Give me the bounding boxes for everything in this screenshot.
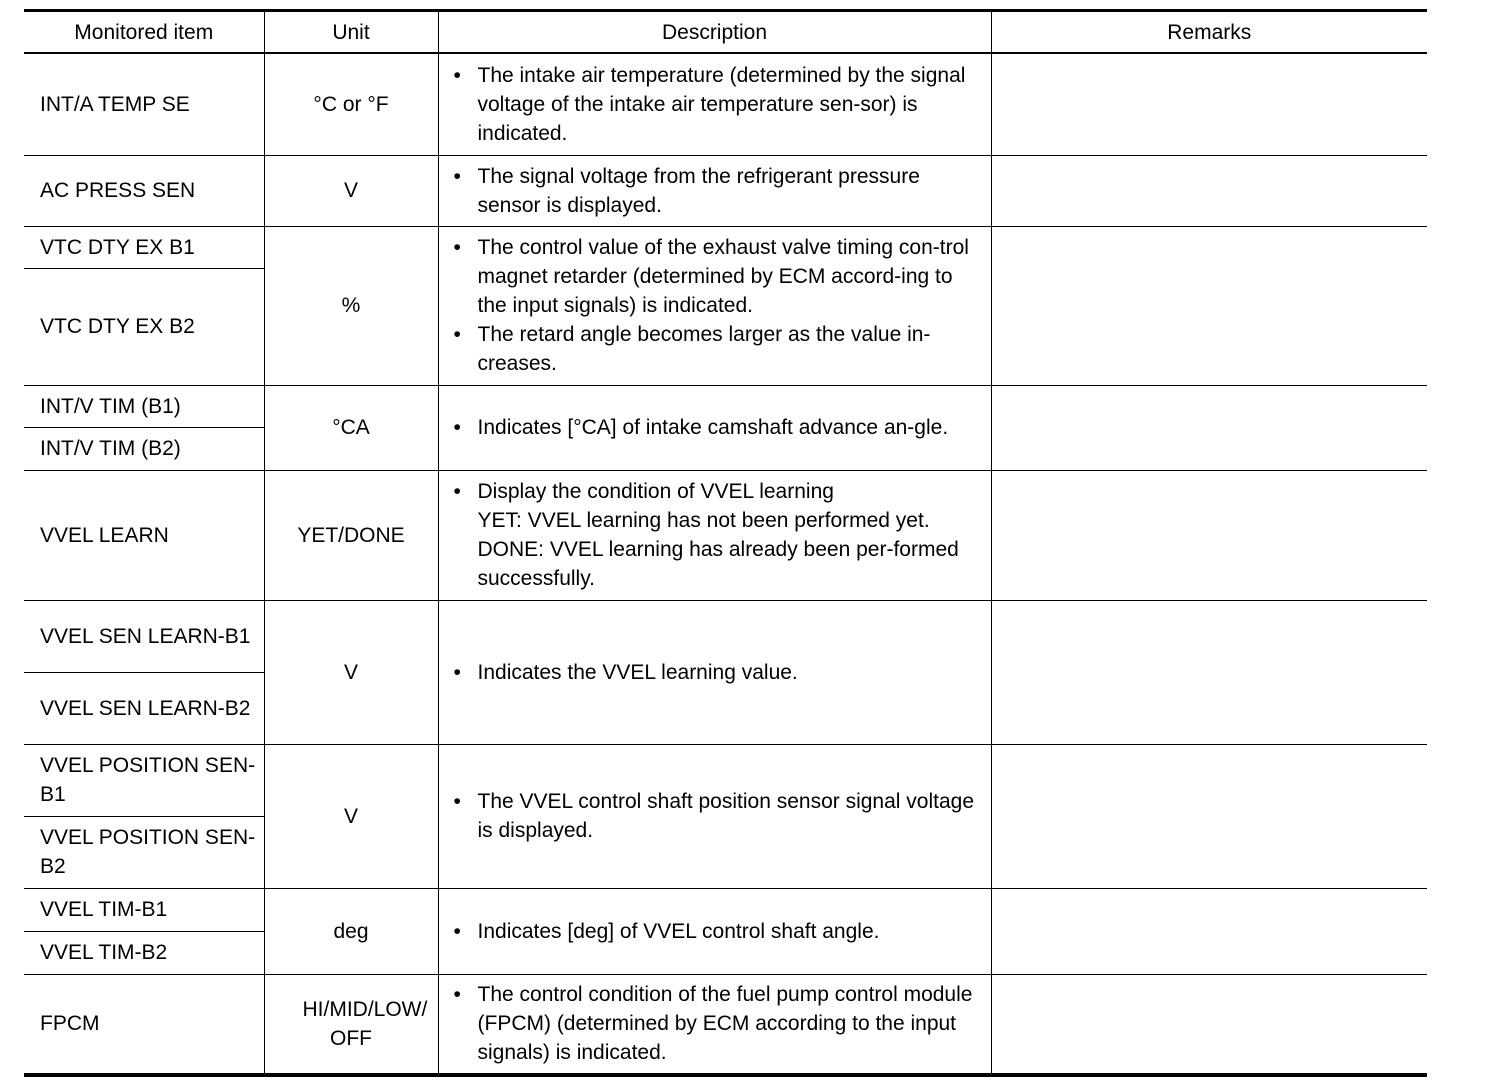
unit-cell: V [264,600,438,744]
remarks-cell [991,974,1427,1075]
table-row [24,744,1427,816]
unit-cell: HI/MID/LOW/ OFF [264,974,438,1075]
unit-cell: V [264,744,438,888]
monitor-item-table [24,9,1427,1077]
table-row [24,155,1427,226]
item-vvel-tim-b1: VVEL TIM-B1 [24,888,264,931]
item-vvel-position-sen-b2: VVEL POSITION SEN-B2 [24,816,264,888]
item-vvel-tim-b2: VVEL TIM-B2 [24,931,264,974]
item-int-v-tim-b2: INT/V TIM (B2) [24,427,264,470]
remarks-cell [991,888,1427,974]
header-unit: Unit [264,11,438,54]
bullet-item: • Display the condition of VVEL learning [453,480,834,503]
item-vvel-position-sen-b1: VVEL POSITION SEN-B1 [24,744,264,816]
description-cell [438,470,991,600]
table-row [24,600,1427,672]
bullet-item: • Indicates [°CA] of intake camshaft advance an-gle. [453,416,949,439]
bullet-item: • The control value of the exhaust valve timing con-trol magnet retarder (determined by ECM accord-ing to the input signals) is indicated. [453,236,969,317]
table-row [24,226,1427,268]
table-row [24,385,1427,427]
item-ac-press-sen: AC PRESS SEN [24,155,264,226]
description-cell [438,53,991,155]
header-remarks: Remarks [991,11,1427,54]
item-vvel-sen-learn-b1: VVEL SEN LEARN-B1 [24,600,264,672]
table-row [24,53,1427,155]
remarks-cell [991,226,1427,385]
description-cell [438,155,991,226]
remarks-cell [991,600,1427,744]
unit-cell: °CA [264,385,438,470]
unit-cell: V [264,155,438,226]
unit-cell: °C or °F [264,53,438,155]
bullet-item: • Indicates the VVEL learning value. [453,660,798,684]
table-row [24,974,1427,1075]
unit-cell: % [264,226,438,385]
item-vvel-sen-learn-b2: VVEL SEN LEARN-B2 [24,672,264,744]
item-vtc-dty-ex-b1: VTC DTY EX B1 [24,226,264,268]
description-cell [438,744,991,888]
bullet-item: • The control condition of the fuel pump control module (FPCM) (determined by ECM according to the input signals) is indicated. [453,983,973,1065]
item-fpcm: FPCM [24,974,264,1075]
item-vvel-learn: VVEL LEARN [24,470,264,600]
remarks-cell [991,53,1427,155]
description-cell [438,226,991,385]
bullet-item: • The intake air temperature (determined by the signal voltage of the intake air temperature sen-sor) is indicated. [453,63,966,145]
remarks-cell [991,385,1427,470]
desc-continuation: YET: VVEL learning has not been performed yet. [477,509,930,532]
remarks-cell [991,744,1427,888]
description-cell [438,600,991,744]
description-cell [438,974,991,1075]
header-monitored-item: Monitored item [24,11,264,54]
item-int-a-temp-se: INT/A TEMP SE [40,92,190,116]
description-cell [438,385,991,470]
desc-continuation: DONE: VVEL learning has already been per-formed successfully. [477,538,959,590]
header-description: Description [438,11,991,54]
bullet-item: • The retard angle becomes larger as the value in-creases. [453,323,931,375]
table-row [24,470,1427,600]
item-vtc-dty-ex-b2: VTC DTY EX B2 [24,268,264,385]
remarks-cell [991,155,1427,226]
unit-cell: YET/DONE [264,470,438,600]
bullet-item: • Indicates [deg] of VVEL control shaft angle. [453,919,880,943]
table-row [24,888,1427,931]
bullet-item: • The signal voltage from the refrigerant pressure sensor is displayed. [453,164,920,217]
bullet-item: • The VVEL control shaft position sensor signal voltage is displayed. [453,790,975,842]
item-int-v-tim-b1: INT/V TIM (B1) [24,385,264,427]
remarks-cell [991,470,1427,600]
unit-cell: deg [264,888,438,974]
table-header-row [24,11,1427,54]
description-cell [438,888,991,974]
